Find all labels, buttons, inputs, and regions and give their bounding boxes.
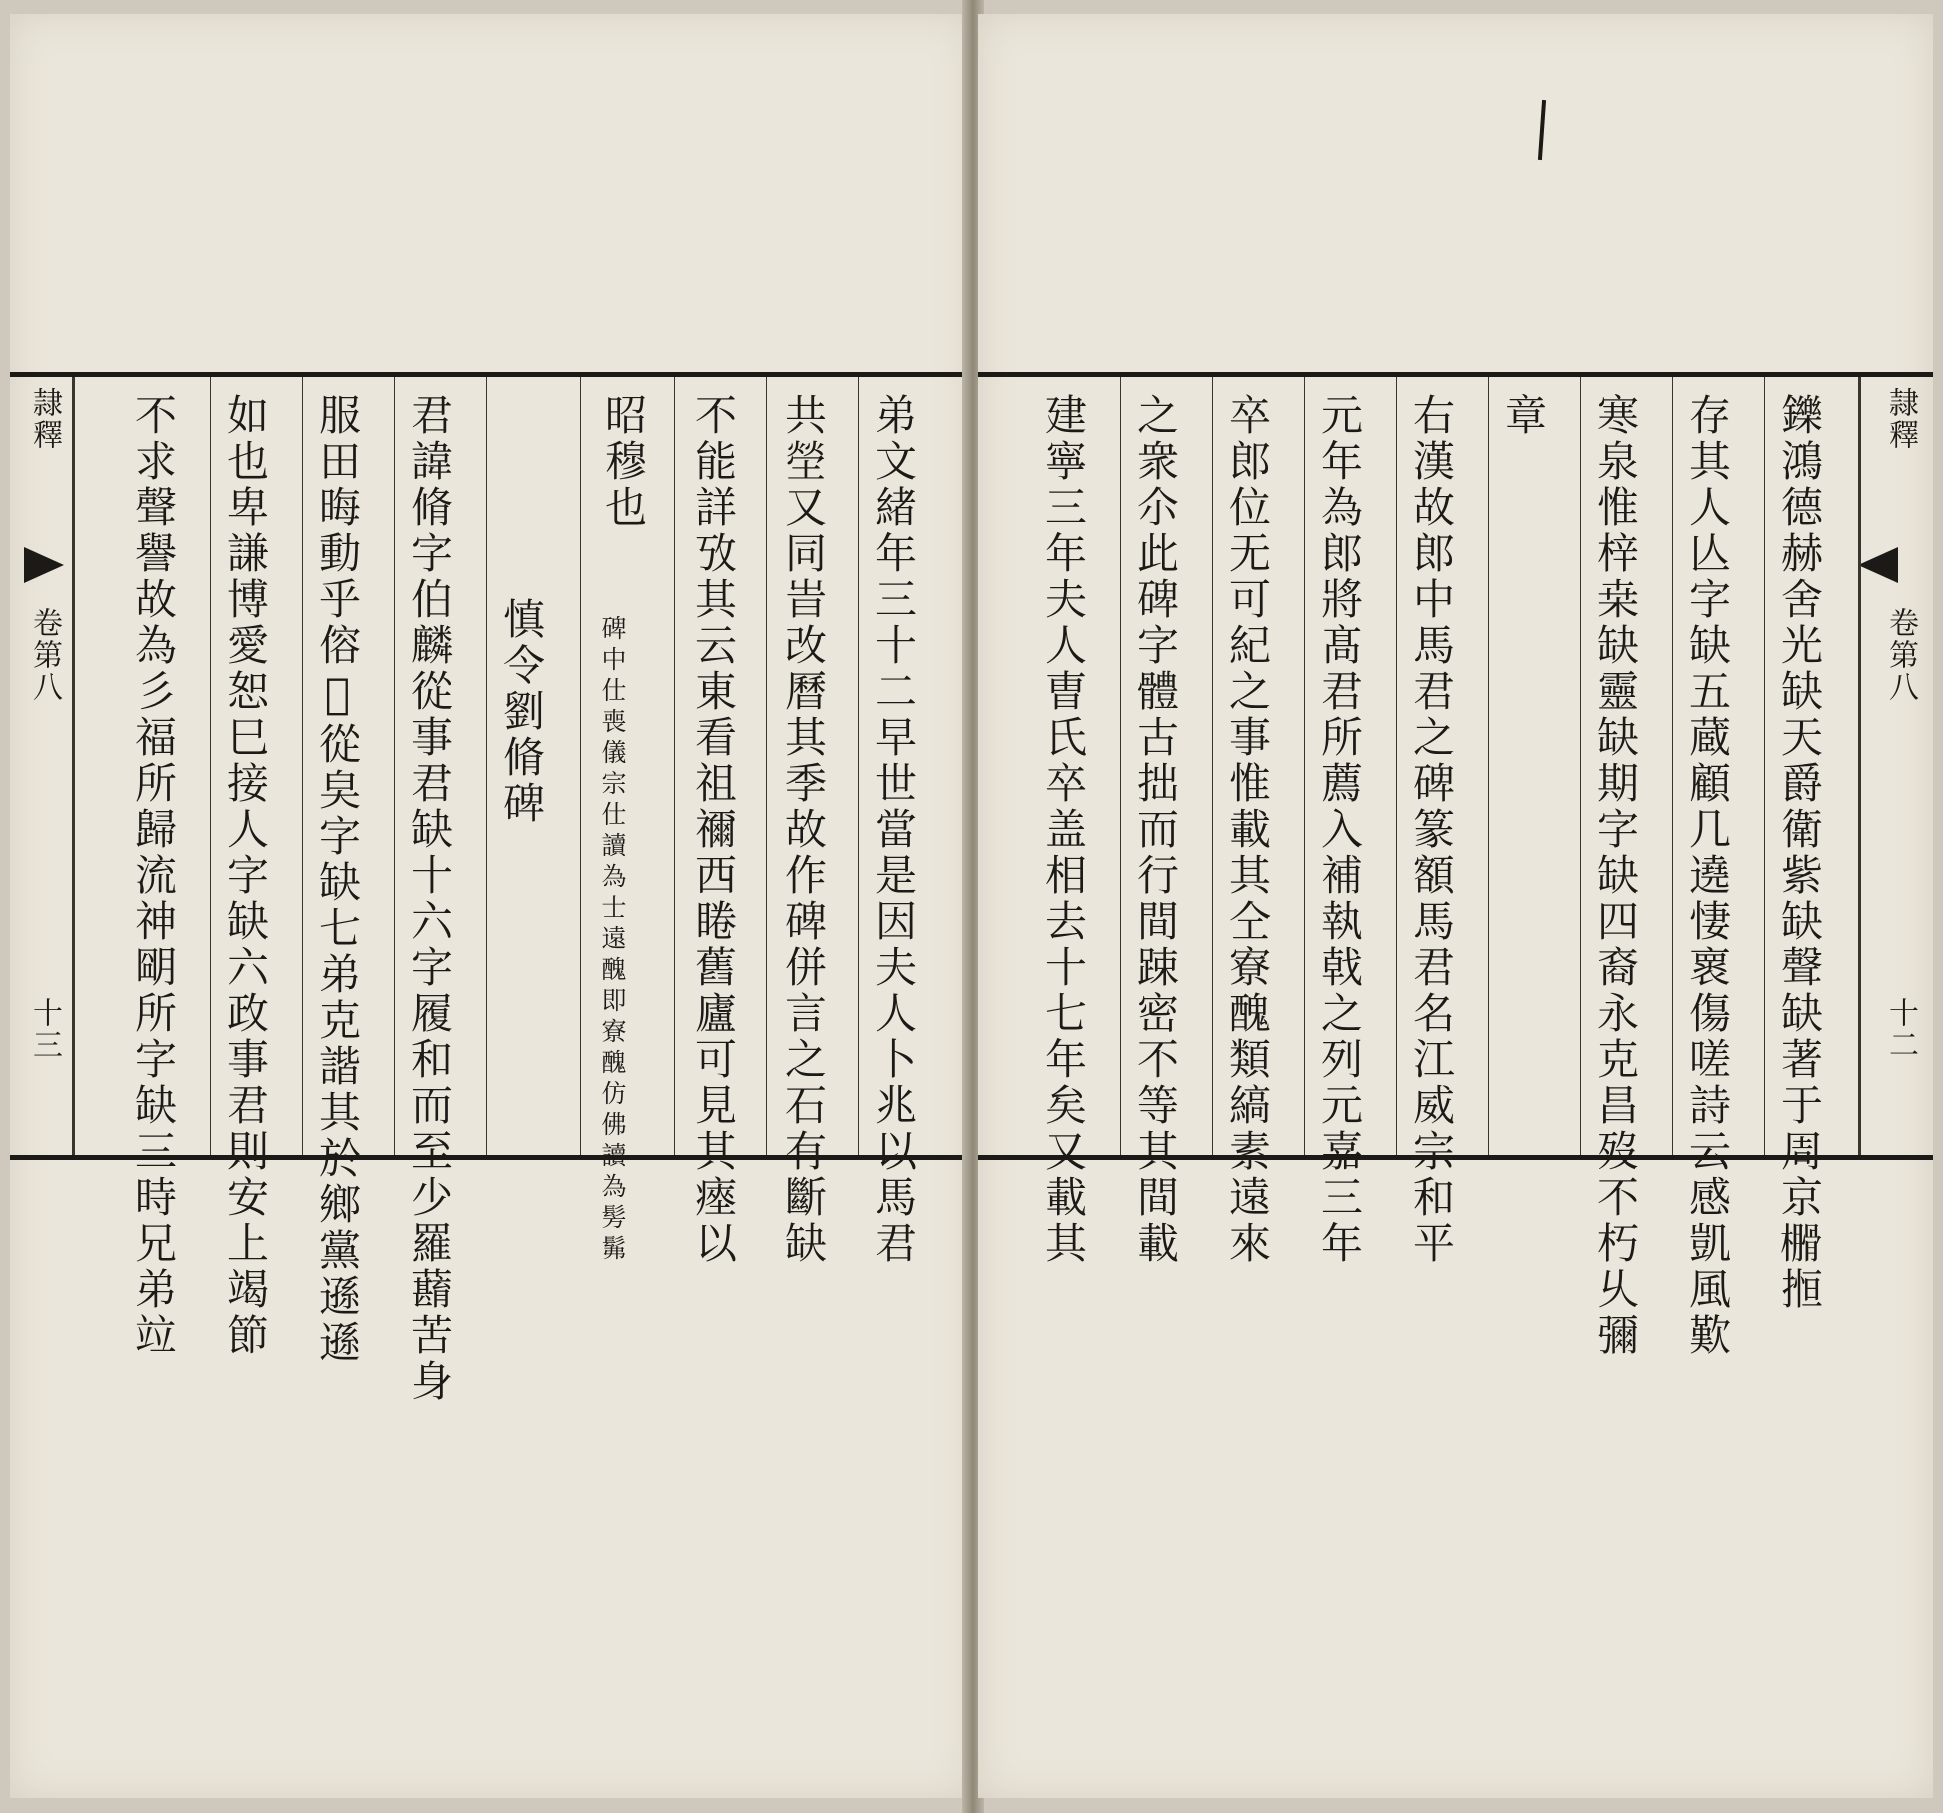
section-title: 慎令劉脩碑	[497, 597, 546, 827]
column-rule	[1304, 377, 1305, 1155]
text-column: 不能詳攷其云東看祖禰西睠舊廬可見其瘞以	[689, 393, 738, 1267]
column-rule	[302, 377, 303, 1155]
ink-mark	[1538, 100, 1546, 160]
margin-rule	[72, 377, 75, 1155]
text-column: 君諱脩字伯麟從事君缺十六字履和而至少羅蘛苦身	[405, 393, 454, 1405]
column-rule	[580, 377, 581, 1155]
text-column: 昭穆也	[599, 393, 648, 531]
margin-title: 隷釋	[1883, 387, 1918, 451]
right-page	[978, 14, 1933, 1798]
margin-title: 隷釋	[27, 387, 62, 451]
text-column: 共塋又同旹改曆其季故作碑併言之石有斷缺	[779, 393, 828, 1267]
column-rule	[674, 377, 675, 1155]
annotation-column: 碑中仕喪儀宗仕讀為士遠醜即寮醜仿佛讀為髣髴	[598, 615, 627, 1266]
column-rule	[394, 377, 395, 1155]
margin-volume: 卷第八	[27, 607, 62, 703]
text-column: 右漢故郎中馬君之碑篆額馬君名江威宗和平	[1407, 393, 1456, 1267]
left-page	[10, 14, 972, 1798]
text-column: 章	[1499, 393, 1548, 439]
text-column: 不求聲譽故為彡福所歸流神朙所字缺三時兄弟竝	[129, 393, 178, 1359]
column-rule	[1212, 377, 1213, 1155]
column-rule	[1488, 377, 1489, 1155]
column-rule	[486, 377, 487, 1155]
text-column: 建寧三年夫人曺氏卒盖相去十七年矣又載其	[1039, 393, 1088, 1267]
text-column: 寒泉惟梓桒缺靈缺期字缺四裔永克昌歿不朽乆彌	[1591, 393, 1640, 1359]
column-rule	[858, 377, 859, 1155]
text-column: 卒郎位无可紀之事惟載其仝寮醜類縞素遠來	[1223, 393, 1272, 1267]
column-rule	[1672, 377, 1673, 1155]
text-column: 元年為郎將髙君所薦入補執戟之列元嘉三年	[1315, 393, 1364, 1267]
column-rule	[210, 377, 211, 1155]
margin-rule	[1858, 377, 1861, 1155]
fish-tail-ornament	[24, 547, 64, 583]
column-rule	[766, 377, 767, 1155]
column-rule	[1764, 377, 1765, 1155]
column-rule	[1580, 377, 1581, 1155]
folio-number: 十三	[27, 997, 62, 1061]
column-rule	[1120, 377, 1121, 1155]
margin-volume: 卷第八	[1883, 607, 1918, 703]
right-text-frame	[978, 372, 1933, 1359]
text-column: 之衆尒此碑字體古拙而行間踈密不等其間載	[1131, 393, 1180, 1267]
column-rule	[1396, 377, 1397, 1155]
text-column: 弟文緒年三十二早世當是因夫人卜兆以馬君	[869, 393, 918, 1267]
fish-tail-ornament	[1858, 547, 1898, 583]
left-text-frame	[10, 372, 972, 1405]
folio-number: 十二	[1883, 997, 1918, 1061]
text-column: 存其人亾字缺五蔵顧几遶悽褱傷嗟詩云感凱風歎	[1683, 393, 1732, 1359]
text-column: 如也卑謙博愛恕巳接人字缺六政事君則安上竭節	[221, 393, 270, 1359]
text-column: 服田晦動乎傛𢃄從㚖字缺七弟克諧其於鄉黨遜遜	[313, 393, 362, 1366]
text-column: 鑠鴻德赫舍光缺天爵衛紫缺聲缺著于周京𣝗搄	[1775, 393, 1824, 1313]
